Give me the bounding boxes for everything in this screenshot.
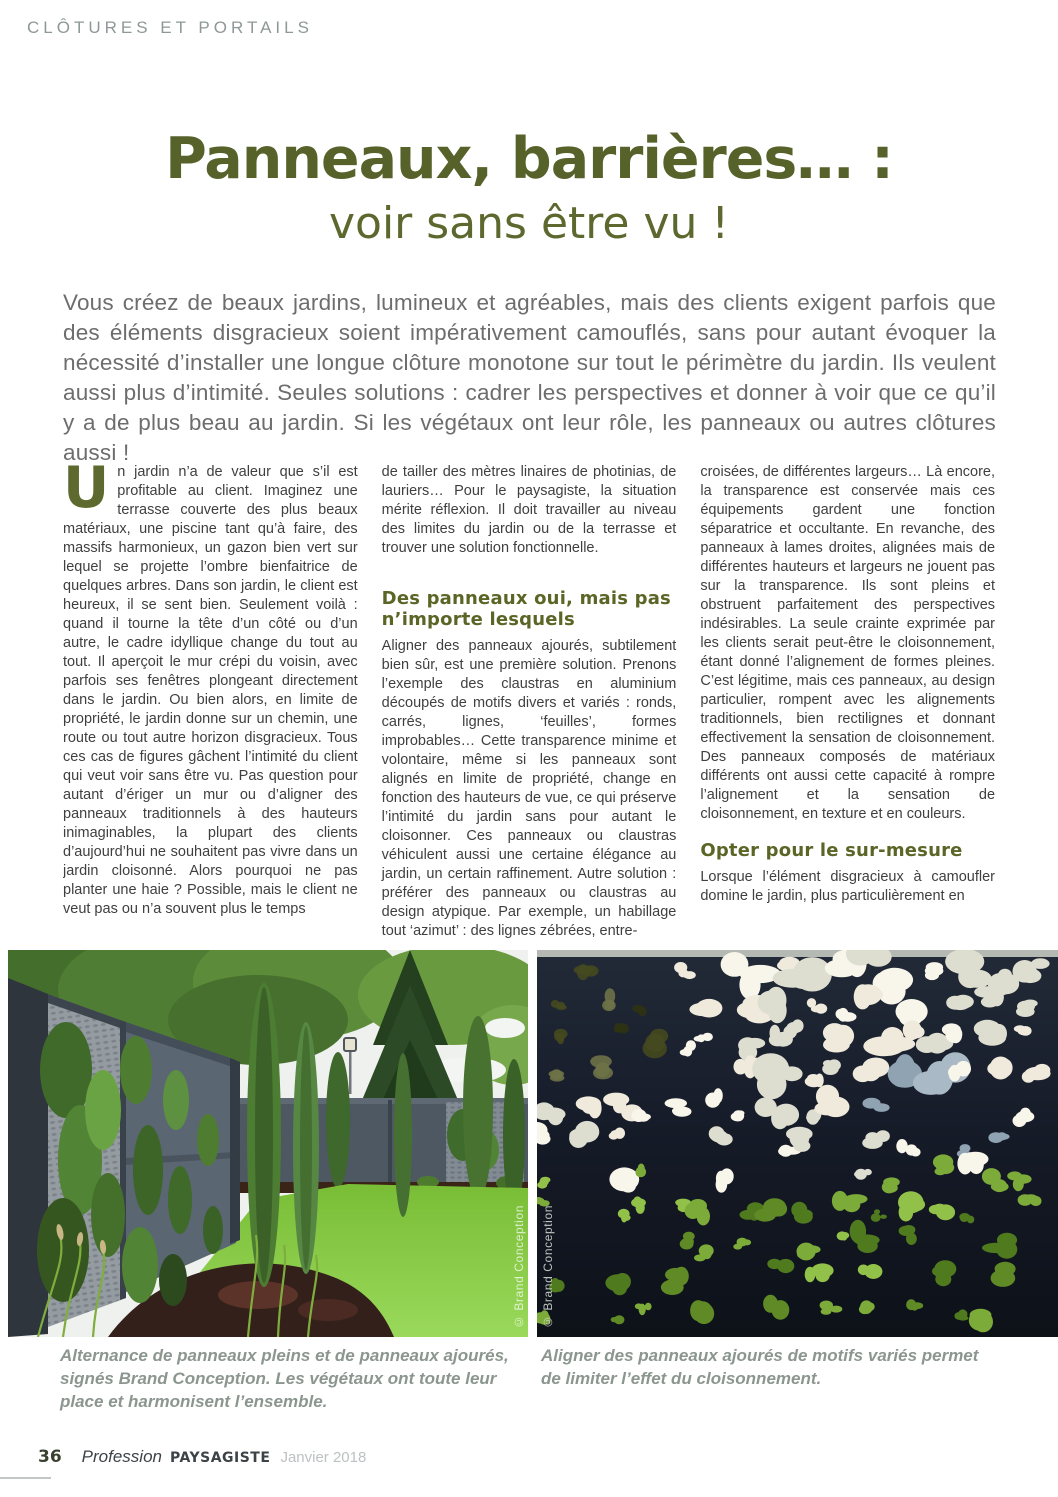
article-subtitle: voir sans être vu ! [329, 198, 729, 249]
section-heading-1: Des panneaux oui, mais pas n’importe lesquels [381, 588, 671, 630]
body-paragraph: croisées, de différentes largeurs… Là encore, la transparence est conservée mais ces équipements gardent une fonction séparatrice et occultante. En revanche, des panneaux à lames droites, alignées mais de différentes hauteurs et largeurs ne jouent pas sur la transparence. Ils sont pleins et obstruent parfaitement des perspectives indésirables. La seule crainte exprimée par les clients serait peut-être le cloisonnement, étant donné l’alignement de formes pleines. C’est légitime, mais ces panneaux, au design particulier, rompent avec les alignements traditionnels, bien rectilignes et donnant effectivement la sensation de cloisonnement. Des panneaux composés de matériaux différents ont aussi cette capacité à rompre l’alignement et la sensation de cloisonnement, en texture et en couleurs. [700, 464, 995, 822]
footer-rule [0, 1477, 51, 1479]
page-footer [38, 1447, 366, 1467]
body-paragraph: Lorsque l’élément disgracieux à camoufler domine le jardin, plus particulièrement en [700, 869, 995, 904]
column-1 [63, 463, 358, 943]
issue-date: Janvier 2018 [280, 1449, 367, 1466]
body-paragraph [63, 463, 358, 919]
page-number: 36 [38, 1447, 62, 1467]
section-heading-2: Opter pour le sur-mesure [700, 840, 963, 861]
intro-paragraph: Vous créez de beaux jardins, lumineux et agréables, mais des clients exigent parfois que des éléments disgracieux soient impérativement camouflés, sans pour autant évoquer la nécessité d’installer une longue clôture monotone sur tout le périmètre du jardin. Ils veulent aussi plus d’intimité. Seules solutions : cadrer les perspectives et donner à voir que ce qu’il y a de plus beau au jardin. Si les végétaux ont leur rôle, les panneaux ou autres clôtures aussi ! [63, 290, 996, 465]
article-title: Panneaux, barrières… : [165, 126, 893, 192]
magazine-title: PAYSAGISTE [170, 1450, 271, 1466]
body-paragraph: Aligner des panneaux ajourés, subtilement bien sûr, est une première solution. Prenons l’exemple des claustras en aluminium découpés de motifs divers et variés : ronds, carrés, lignes, ‘feuilles’, formes improbables… Cette transparence minime et volontaire, même si les panneaux sont alignés en limite de propriété, change en fonction des hauteurs de vue, ce qui préserve l’intimité du jardin sans pour autant le cloisonner. Ces panneaux ou claustras véhiculent aussi une certaine élégance au jardin, un certain raffinement. Autre solution : préférer des panneaux ou claustras au design atypique. Par exemple, un habillage tout ‘azimut’ : des lignes zébrées, entre- [381, 638, 677, 939]
paragraph-text: n jardin n’a de valeur que s’il est profitable au client. Imaginez une terrasse couverte des plus beaux matériaux, une piscine tant qu’à faire, des massifs harmonieux, un gazon bien vert sur lequel se projette l’ombre bienfaitrice de quelques arbres. Dans son jardin, le client est heureux, il se sent bien. Seulement voilà : quand il tourne la tête d’un côté ou d’un autre, le cadre idyllique change du tout au tout. Il aperçoit le mur crépi du voisin, avec parfois ses fenêtres plongeant directement dans le jardin. Ou bien alors, en limite de propriété, le jardin donne sur un chemin, une route ou tout autre horizon disgracieux. Tous ces cas de figures gâchent l’intimité du client qui veut voir sans être vu. Pas question pour autant d’ériger un mur ou d’aligner des panneaux traditionnels à des hauteurs inimaginables, la plupart des clients d’aujourd’hui ne souhaitent pas vivre dans un jardin cloisonné. Alors pourquoi ne pas planter une haie ? Possible, mais le client ne veut pas ou n’a souvent plus le temps [63, 464, 358, 917]
caption-right: Aligner des panneaux ajourés de motifs variés permet de limiter l’effet du cloisonnement. [541, 1346, 979, 1388]
magazine-name: Profession [81, 1447, 162, 1466]
cutout-panel-illustration [537, 950, 1058, 1337]
photo-cutout-panel [537, 950, 1058, 1337]
photo-credit: © Brand Conception [512, 1204, 526, 1329]
photo-garden-fence [8, 950, 528, 1337]
photo-credit: © Brand Conception [541, 1204, 555, 1329]
section-kicker: CLÔTURES ET PORTAILS [27, 18, 313, 37]
article-columns [63, 463, 995, 943]
caption-left: Alternance de panneaux pleins et de panneaux ajourés, signés Brand Conception. Les végétaux ont toute leur place et harmonisent l’ensemble. [60, 1346, 509, 1411]
column-3 [700, 463, 995, 943]
column-2 [382, 463, 677, 943]
garden-fence-illustration [8, 950, 528, 1337]
body-paragraph: de tailler des mètres linaires de photinias, de lauriers… Pour le paysagiste, la situation mérite réflexion. Il doit travailler au niveau des limites du jardin ou de la terrasse et trouver une solution fonctionnelle. [381, 464, 677, 556]
drop-cap: U [63, 463, 110, 521]
